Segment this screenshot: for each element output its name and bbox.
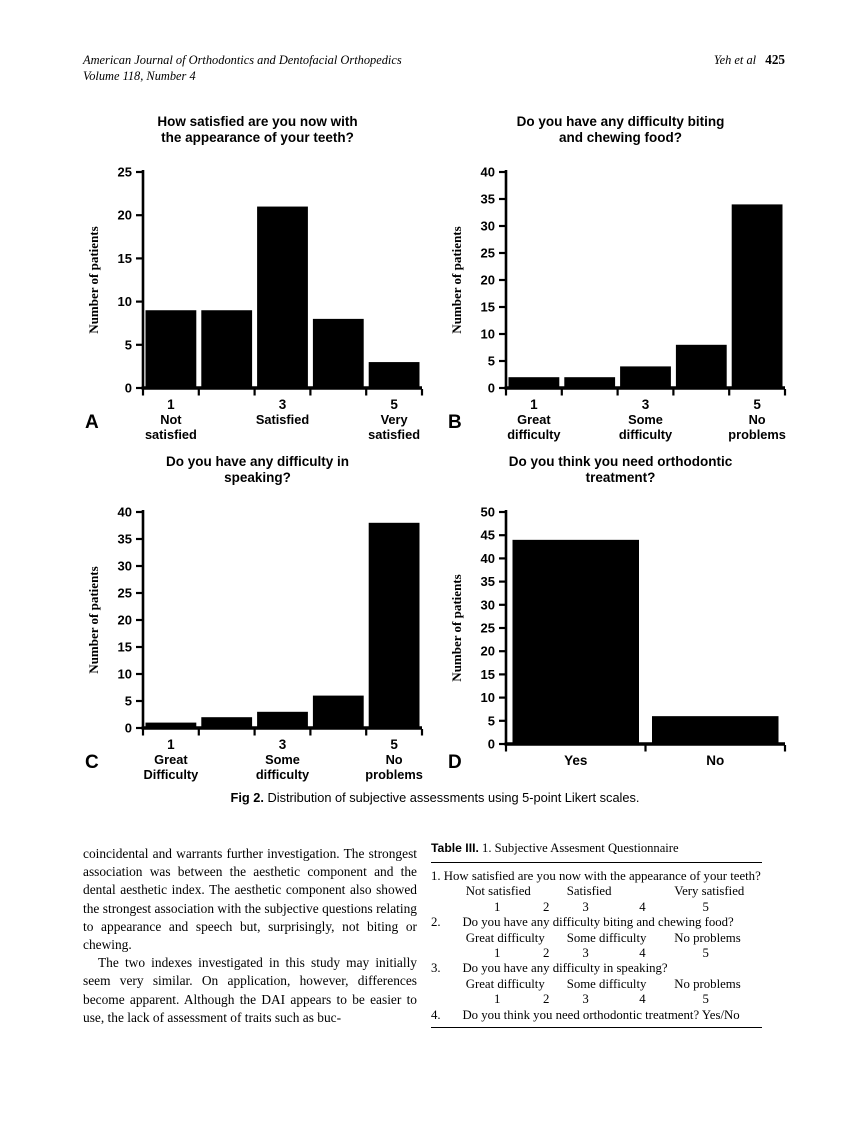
scale-point: 5 bbox=[702, 992, 709, 1007]
y-tick-label: 35 bbox=[480, 191, 495, 207]
x-tick-label: No bbox=[706, 753, 725, 768]
table-row bbox=[431, 946, 762, 961]
scale-point: 1 bbox=[493, 992, 501, 1007]
table-row bbox=[431, 1008, 762, 1023]
question-text: Do you think you need orthodontic treatment? Yes/No bbox=[462, 1007, 740, 1022]
y-tick-label: 15 bbox=[480, 666, 495, 682]
y-axis-label: Number of patients bbox=[86, 566, 101, 674]
x-tick-label: Very bbox=[380, 412, 408, 427]
x-tick-label: Not bbox=[160, 412, 182, 427]
y-axis-label: Number of patients bbox=[449, 226, 464, 334]
bar bbox=[652, 716, 779, 744]
chart-panel-c bbox=[85, 452, 430, 798]
journal-title-block bbox=[83, 52, 402, 84]
y-tick-label: 20 bbox=[480, 643, 495, 659]
bar-chart-c bbox=[85, 496, 430, 796]
table-title-text: 1. Subjective Assesment Questionnaire bbox=[482, 841, 679, 855]
body-paragraph-2: The two indexes investigated in this study may initially seem very similar. On application, however, differences become apparent. Although the DAI appears to be easier to use, the lack of assessment of traits such as buc- bbox=[83, 955, 417, 1025]
bar bbox=[201, 717, 252, 728]
scale-anchor-label: Some difficulty bbox=[566, 976, 647, 991]
x-tick-label: Satisfied bbox=[255, 412, 310, 427]
table-bottom-rule bbox=[431, 1027, 762, 1028]
chart-d-title bbox=[448, 452, 793, 488]
x-tick-label: 3 bbox=[278, 737, 287, 752]
y-tick-label: 20 bbox=[480, 272, 495, 288]
scale-point: 3 bbox=[582, 899, 589, 914]
bar bbox=[313, 696, 364, 728]
y-tick-label: 25 bbox=[480, 245, 495, 261]
x-tick-label: No bbox=[748, 412, 766, 427]
chart-a-title-line1: How satisfied are you now with bbox=[157, 114, 358, 129]
question-number: 4. bbox=[431, 1007, 441, 1022]
question-number: 2. bbox=[431, 915, 441, 930]
x-tick-label: 5 bbox=[390, 737, 398, 752]
y-tick-label: 5 bbox=[124, 337, 132, 353]
bar bbox=[564, 377, 615, 388]
panel-label-d: D bbox=[448, 752, 462, 773]
y-tick-label: 10 bbox=[117, 666, 132, 682]
bar bbox=[146, 723, 197, 728]
bar bbox=[146, 310, 197, 388]
bar bbox=[509, 377, 560, 388]
bar-chart-b bbox=[448, 156, 793, 456]
table-row bbox=[431, 961, 762, 976]
y-tick-label: 30 bbox=[117, 558, 132, 574]
y-tick-label: 15 bbox=[117, 250, 132, 266]
y-tick-label: 25 bbox=[117, 585, 132, 601]
y-tick-label: 10 bbox=[480, 690, 495, 706]
y-tick-label: 5 bbox=[487, 713, 495, 729]
chart-b-title-line2: and chewing food? bbox=[559, 130, 682, 145]
scale-point: 2 bbox=[542, 992, 550, 1007]
scale-anchor-label: Great difficulty bbox=[465, 930, 545, 945]
scale-anchor-label: Great difficulty bbox=[465, 976, 545, 991]
running-head bbox=[83, 52, 785, 84]
chart-panel-b bbox=[448, 112, 793, 458]
x-tick-label: 3 bbox=[278, 397, 287, 412]
y-tick-label: 25 bbox=[117, 164, 132, 180]
table-row bbox=[431, 992, 762, 1007]
bar bbox=[313, 319, 364, 388]
chart-c-title-line1: Do you have any difficulty in bbox=[165, 454, 350, 469]
y-tick-label: 30 bbox=[480, 218, 495, 234]
body-paragraph-1: coincidental and warrants further investigation. The strongest association was between the aesthetic component and the dental aesthetic index. The aesthetic component also showed the strongest association with the subjective questions relating to appearance and speech but, surprisingly, not biting or chewing. bbox=[83, 846, 417, 953]
bar-chart-a bbox=[85, 156, 430, 456]
y-tick-label: 45 bbox=[480, 527, 495, 543]
table-row bbox=[431, 931, 762, 946]
page-number: 425 bbox=[765, 52, 785, 67]
journal-volume: Volume 118, Number 4 bbox=[83, 69, 196, 83]
bar bbox=[257, 712, 308, 728]
y-tick-label: 10 bbox=[117, 294, 132, 310]
x-tick-label: problems bbox=[728, 427, 786, 442]
table-3 bbox=[431, 841, 762, 1028]
scale-point: 4 bbox=[639, 992, 646, 1007]
x-tick-label: Great bbox=[154, 752, 188, 767]
chart-panel-d bbox=[448, 452, 793, 798]
bar bbox=[257, 207, 308, 388]
bar bbox=[513, 540, 640, 744]
x-tick-label: difficulty bbox=[618, 427, 673, 442]
question-number: 3. bbox=[431, 961, 441, 976]
scale-point: 5 bbox=[702, 945, 709, 960]
scale-anchor-label: No problems bbox=[674, 930, 741, 945]
x-tick-label: satisfied bbox=[368, 427, 421, 442]
x-tick-label: 5 bbox=[753, 397, 761, 412]
panel-label-c: C bbox=[85, 752, 99, 773]
scale-anchor-label: Some difficulty bbox=[566, 930, 647, 945]
x-tick-label: 5 bbox=[390, 397, 398, 412]
y-tick-label: 25 bbox=[480, 620, 495, 636]
table-row bbox=[431, 977, 762, 992]
chart-a-title-line2: the appearance of your teeth? bbox=[161, 130, 354, 145]
bar-chart-d bbox=[448, 496, 793, 796]
questionnaire-rows bbox=[431, 863, 762, 1027]
x-tick-label: Yes bbox=[564, 753, 588, 768]
y-tick-label: 30 bbox=[480, 597, 495, 613]
chart-b-title-line1: Do you have any difficulty biting bbox=[516, 114, 725, 129]
chart-b-title bbox=[448, 112, 793, 148]
x-tick-label: difficulty bbox=[507, 427, 561, 442]
scale-point: 4 bbox=[639, 899, 646, 914]
y-tick-label: 0 bbox=[487, 736, 495, 752]
x-tick-label: Difficulty bbox=[143, 767, 199, 782]
table-row bbox=[431, 884, 762, 899]
question-text: 1. How satisfied are you now with the appearance of your teeth? bbox=[431, 869, 761, 883]
y-tick-label: 40 bbox=[117, 504, 132, 520]
scale-point: 3 bbox=[582, 992, 589, 1007]
scale-point: 5 bbox=[702, 899, 709, 914]
x-tick-label: 1 bbox=[530, 397, 538, 412]
y-tick-label: 40 bbox=[480, 550, 495, 566]
x-tick-label: difficulty bbox=[255, 767, 310, 782]
x-tick-label: satisfied bbox=[144, 427, 197, 442]
table-row bbox=[431, 869, 762, 884]
panel-label-a: A bbox=[85, 412, 99, 433]
figure-caption bbox=[85, 790, 785, 805]
figure-caption-text: Distribution of subjective assessments using 5-point Likert scales. bbox=[267, 790, 640, 805]
y-tick-label: 40 bbox=[480, 164, 495, 180]
y-tick-label: 20 bbox=[117, 612, 132, 628]
authors-pageno-block bbox=[714, 52, 785, 68]
x-tick-label: Great bbox=[517, 412, 551, 427]
bar bbox=[369, 523, 420, 728]
panel-label-b: B bbox=[448, 412, 462, 433]
x-tick-label: Some bbox=[628, 412, 663, 427]
x-tick-label: 1 bbox=[167, 737, 175, 752]
bar bbox=[369, 362, 420, 388]
scale-point: 1 bbox=[493, 945, 501, 960]
scale-point: 2 bbox=[542, 899, 550, 914]
scale-point: 4 bbox=[639, 945, 646, 960]
x-tick-label: problems bbox=[365, 767, 423, 782]
table-title bbox=[431, 841, 762, 856]
bar bbox=[676, 345, 727, 388]
bar bbox=[201, 310, 252, 388]
y-axis-label: Number of patients bbox=[86, 226, 101, 334]
y-tick-label: 35 bbox=[117, 531, 132, 547]
body-text-column bbox=[83, 845, 417, 1027]
y-tick-label: 5 bbox=[124, 693, 132, 709]
figure-caption-label: Fig 2. bbox=[230, 790, 264, 805]
scale-point: 2 bbox=[542, 945, 550, 960]
y-tick-label: 5 bbox=[487, 353, 495, 369]
x-tick-label: 3 bbox=[641, 397, 650, 412]
bar bbox=[620, 366, 671, 388]
y-axis-label: Number of patients bbox=[449, 574, 464, 682]
question-text: Do you have any difficulty biting and chewing food? bbox=[462, 915, 734, 930]
chart-panel-a bbox=[85, 112, 430, 458]
x-tick-label: Some bbox=[265, 752, 300, 767]
y-tick-label: 15 bbox=[480, 299, 495, 315]
chart-c-title bbox=[85, 452, 430, 488]
chart-c-title-line2: speaking? bbox=[224, 470, 291, 485]
y-tick-label: 0 bbox=[487, 380, 495, 396]
bar bbox=[732, 204, 783, 388]
table-row bbox=[431, 900, 762, 915]
journal-title: American Journal of Orthodontics and Dentofacial Orthopedics bbox=[83, 53, 402, 67]
scale-anchor-label: Very satisfied bbox=[674, 884, 745, 899]
scale-point: 3 bbox=[582, 945, 589, 960]
table-row bbox=[431, 915, 762, 930]
authors: Yeh et al bbox=[713, 53, 757, 67]
y-tick-label: 35 bbox=[480, 574, 495, 590]
table-title-label: Table III. bbox=[431, 841, 479, 855]
chart-d-title-line2: treatment? bbox=[585, 470, 656, 485]
x-tick-label: 1 bbox=[167, 397, 175, 412]
x-tick-label: No bbox=[385, 752, 403, 767]
y-tick-label: 0 bbox=[124, 380, 132, 396]
scale-anchor-label: Not satisfied bbox=[465, 884, 531, 899]
chart-a-title bbox=[85, 112, 430, 148]
scale-anchor-label: No problems bbox=[674, 976, 741, 991]
scale-point: 1 bbox=[493, 899, 501, 914]
y-tick-label: 0 bbox=[124, 720, 132, 736]
y-tick-label: 15 bbox=[117, 639, 132, 655]
y-tick-label: 20 bbox=[117, 207, 132, 223]
chart-d-title-line1: Do you think you need orthodontic bbox=[508, 454, 733, 469]
y-tick-label: 10 bbox=[480, 326, 495, 342]
question-text: Do you have any difficulty in speaking? bbox=[462, 961, 668, 976]
y-tick-label: 50 bbox=[480, 504, 495, 520]
scale-anchor-label: Satisfied bbox=[566, 884, 612, 899]
